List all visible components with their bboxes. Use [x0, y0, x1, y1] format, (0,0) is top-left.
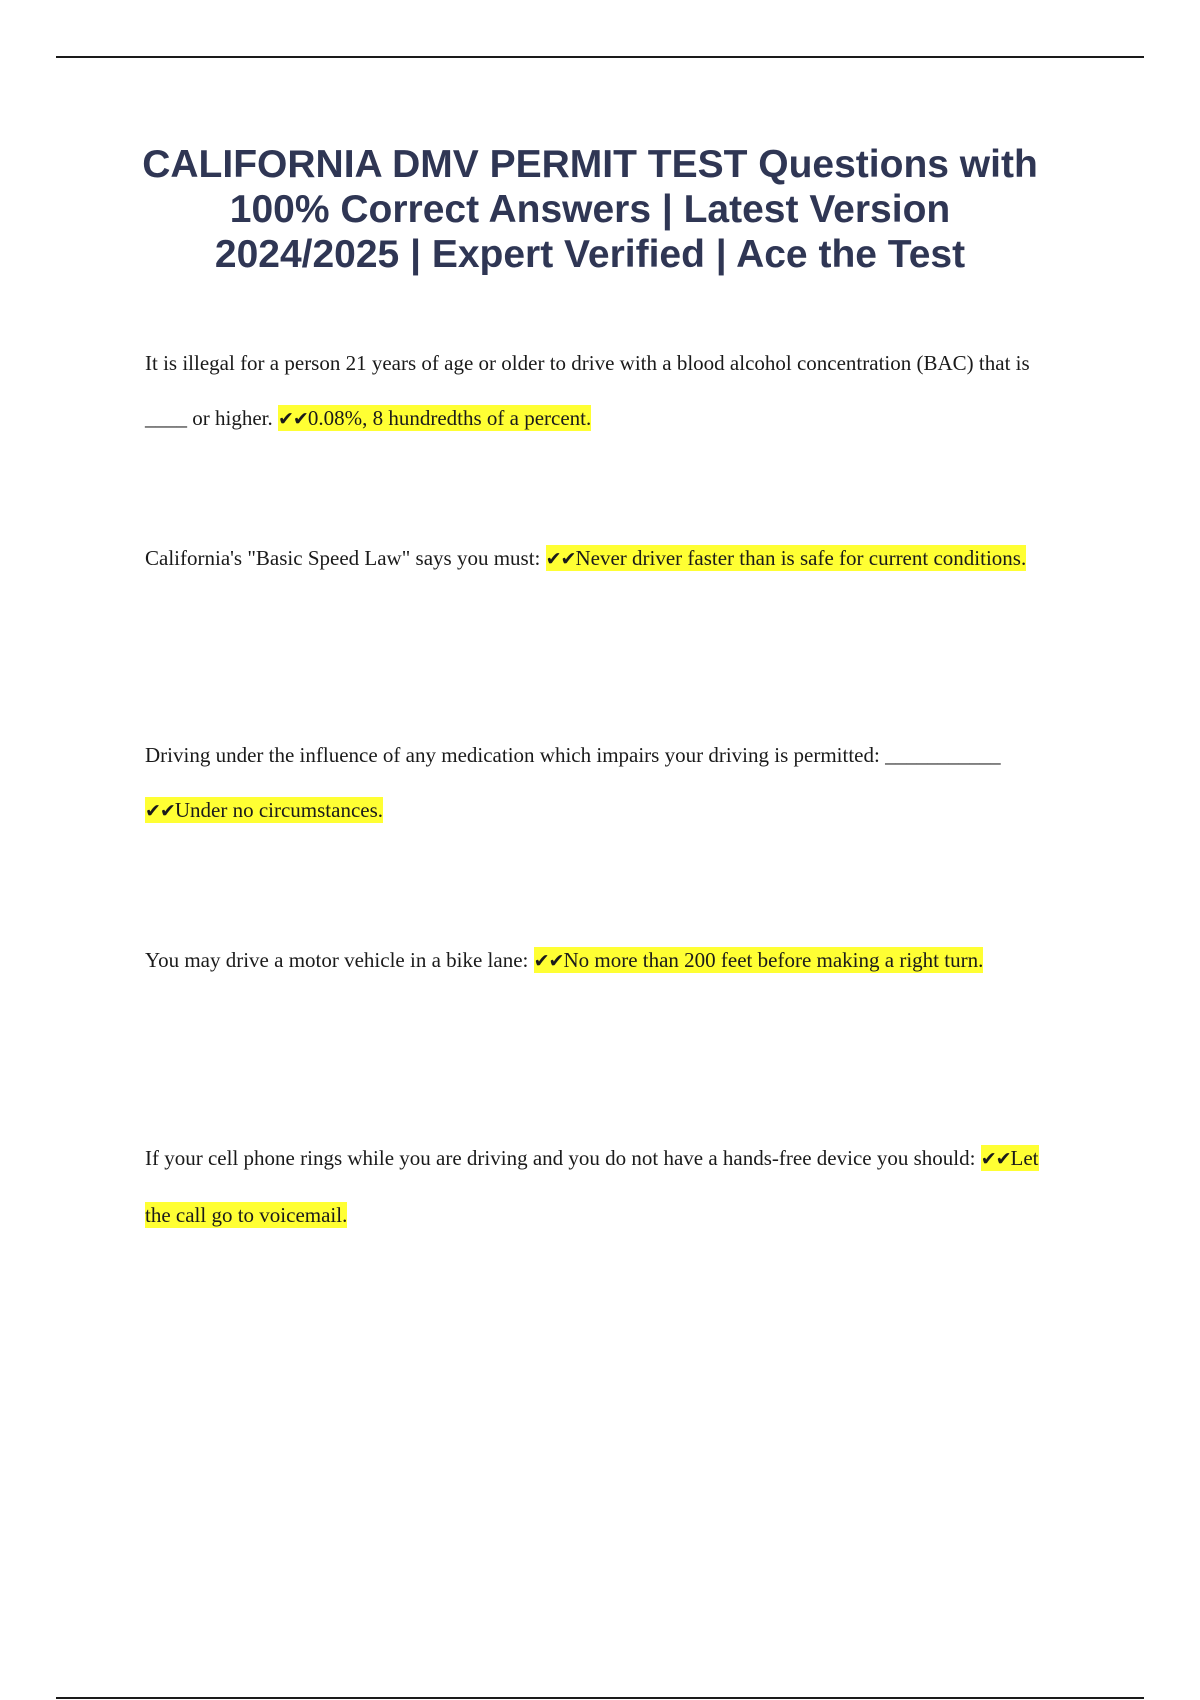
qa-item — [145, 728, 1045, 839]
checkmark-icon: ✔✔ — [533, 950, 564, 972]
question-text: You may drive a motor vehicle in a bike lane: — [145, 948, 529, 972]
qa-item — [145, 1130, 1045, 1243]
checkmark-icon: ✔✔ — [145, 800, 175, 822]
question-text: California's "Basic Speed Law" says you must: — [145, 546, 541, 570]
answer-text: Under no circumstances. — [174, 798, 384, 822]
answer-highlight — [546, 545, 1027, 571]
qa-item — [145, 336, 1045, 447]
answer-text: Let the call go to voicemail. — [145, 1146, 1039, 1227]
answer-highlight — [534, 947, 984, 973]
qa-item — [145, 528, 1045, 590]
question-text: It is illegal for a person 21 years of age or older to drive with a blood alcohol concentration (BAC) that is ____ or higher. — [145, 351, 1030, 430]
bottom-divider — [56, 1697, 1144, 1699]
question-text: Driving under the influence of any medication which impairs your driving is permitted: ___________ — [145, 743, 1001, 767]
document-title: CALIFORNIA DMV PERMIT TEST Questions with 100% Correct Answers | Latest Version 2024/2025 | Expert Verified | Ace the Test — [142, 143, 1038, 276]
checkmark-icon: ✔✔ — [277, 408, 308, 430]
answer-highlight — [145, 797, 383, 823]
answer-highlight — [278, 405, 591, 431]
question-text: If your cell phone rings while you are driving and you do not have a hands-free device you should: — [145, 1146, 976, 1170]
answer-text: Never driver faster than is safe for current conditions. — [575, 546, 1027, 570]
checkmark-icon: ✔✔ — [980, 1148, 1011, 1170]
checkmark-icon: ✔✔ — [545, 548, 576, 570]
qa-item — [145, 930, 1045, 992]
answer-text: 0.08%, 8 hundredths of a percent. — [307, 406, 592, 430]
top-divider — [56, 56, 1144, 58]
answer-text: No more than 200 feet before making a right turn. — [563, 948, 984, 972]
